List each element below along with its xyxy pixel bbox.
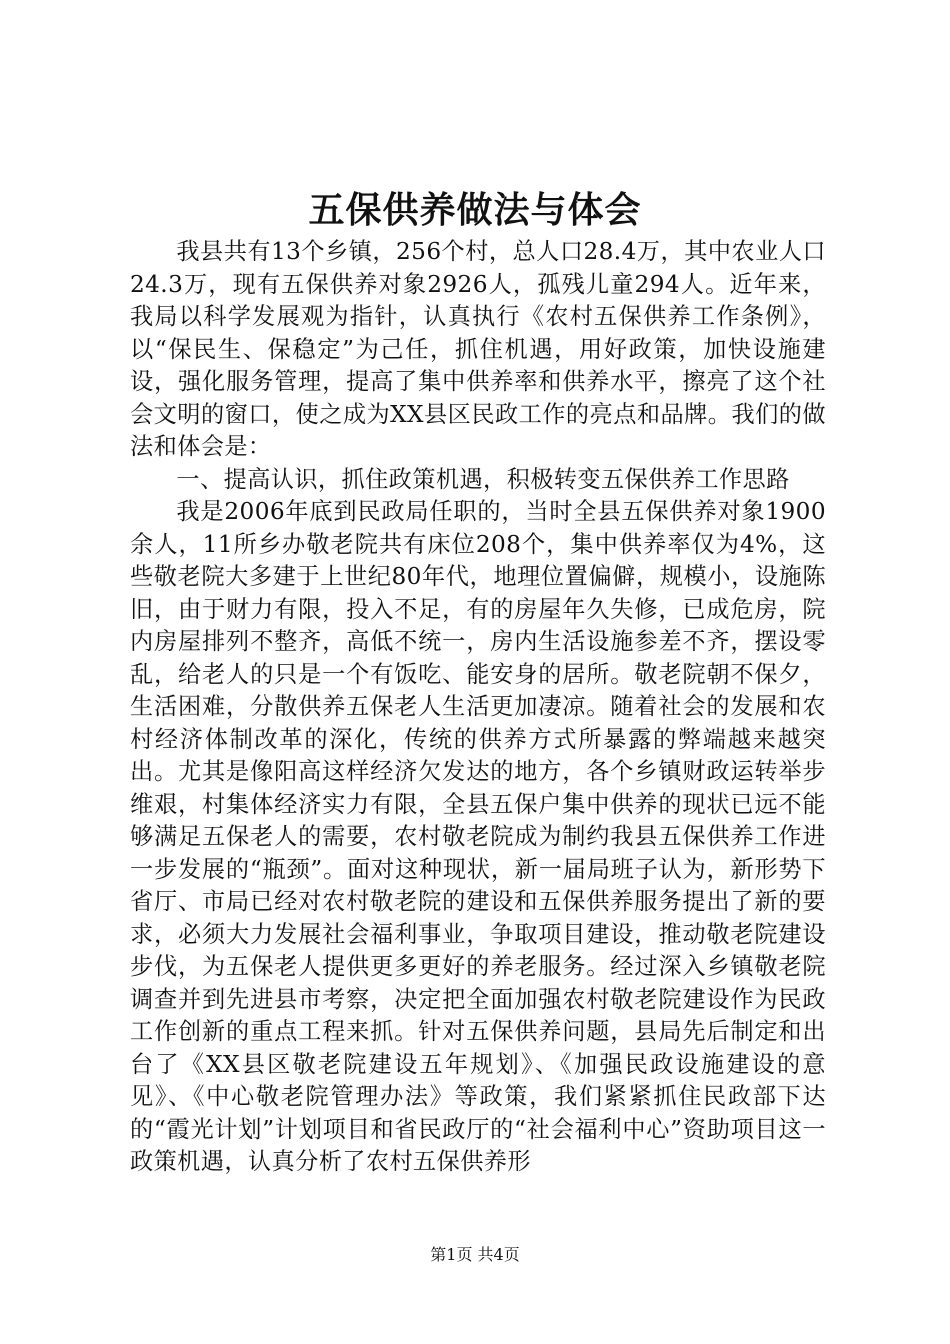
page-footer: 第1页 共4页 [430, 1245, 520, 1264]
document-body [130, 236, 826, 1179]
document-title: 五保供养做法与体会 [308, 189, 642, 231]
section-heading: 一、提高认识，抓住政策机遇，积极转变五保供养工作思路 [176, 465, 790, 493]
paragraph-section-1: 我是2006年底到民政局任职的，当时全县五保供养对象1900余人，11所乡办敬老院共有床位208个，集中供养率仅为4%，这些敬老院大多建于上世纪80年代，地理位置偏僻，规模小，设施陈旧，由于财力有限，投入不足，有的房屋年久失修，已成危房，院内房屋排列不整齐，高低不统一，房内生活设施参差不齐，摆设零乱，给老人的只是一个有饭吃、能安身的居所。敬老院朝不保夕，生活困难，分散供养五保老人生活更加凄凉。随着社会的发展和农村经济体制改革的深化，传统的供养方式所暴露的弊端越来越突出。尤其是像阳高这样经济欠发达的地方，各个乡镇财政运转举步维艰，村集体经济实力有限，全县五保户集中供养的现状已远不能够满足五保老人的需要，农村敬老院成为制约我县五保供养工作进一步发展的“瓶颈”。面对这种现状，新一届局班子认为，新形势下省厅、市局已经对农村敬老院的建设和五保供养服务提出了新的要求，必须大力发展社会福利事业，争取项目建设，推动敬老院建设步伐，为五保老人提供更多更好的养老服务。经过深入乡镇敬老院调查并到先进县市考察，决定把全面加强农村敬老院建设作为民政工作创新的重点工程来抓。针对五保供养问题，县局先后制定和出台了《XX县区敬老院建设五年规划》、《加强民政设施建设的意见》、《中心敬老院管理办法》等政策，我们紧紧抓住民政部下达的“霞光计划”计划项目和省民政厅的“社会福利中心”资助项目这一政策机遇，认真分析了农村五保供养形 [130, 498, 826, 1175]
paragraph-intro: 我县共有13个乡镇，256个村，总人口28.4万，其中农业人口24.3万，现有五保供养对象2926人，孤残儿童294人。近年来，我局以科学发展观为指针，认真执行《农村五保供养工作条例》，以“保民生、保稳定”为己任，抓住机遇，用好政策，加快设施建设，强化服务管理，提高了集中供养率和供养水平，擦亮了这个社会文明的窗口，使之成为XX县区民政工作的亮点和品牌。我们的做法和体会是： [130, 238, 826, 460]
